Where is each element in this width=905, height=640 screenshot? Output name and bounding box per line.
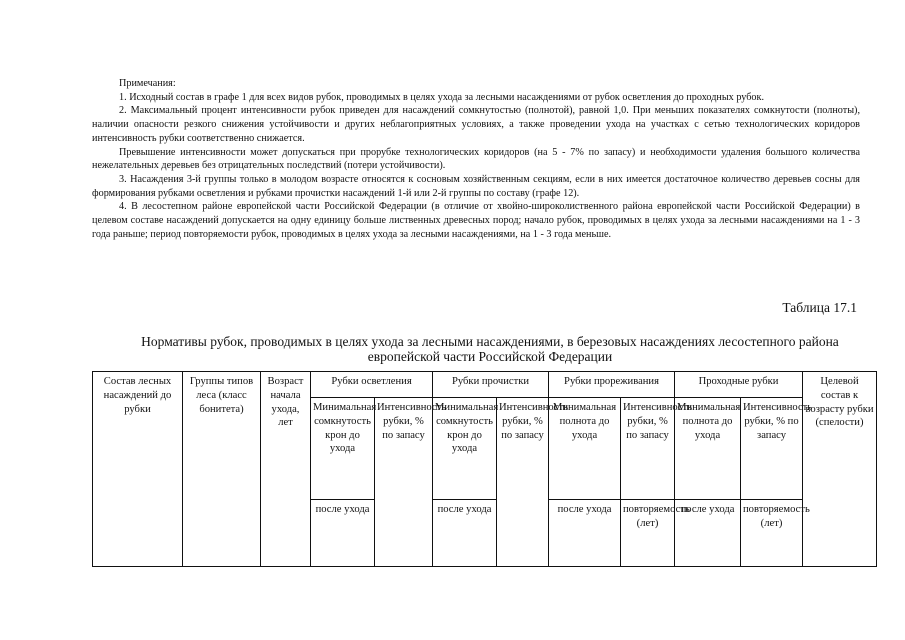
table-number: Таблица 17.1 (782, 300, 857, 315)
norms-table (92, 371, 877, 567)
passing-repeat-cell: повторяемость (лет) (741, 500, 803, 567)
note-paragraph-4: 4. В лесостепном районе европейской части Российской Федерации (в отличие от хвойно-широколиственного района европейской части Российской Федерации) в целевом составе насаждений допускается на одну единицу больше лиственных древесных пород; начало рубок, проводимых в целях ухода за лесными насаждениями на 1 - 3 года раньше; период повторяемости рубок, проводимых в целях ухода за лесными насаждениями, на 1 - 3 года меньше. (92, 201, 860, 240)
passing-after-cell: после ухода (675, 500, 741, 567)
note-paragraph-1: 1. Исходный состав в графе 1 для всех видов рубок, проводимых в целях ухода за лесными насаждениями от рубок осветления до проходных рубок. (119, 91, 765, 103)
cleaning-min-crown-cell: Минимальная сомкнутость крон до ухода (311, 398, 375, 500)
header-start-age: Возраст начала ухода, лет (261, 372, 311, 567)
notes-block (92, 77, 860, 241)
thinning2-min-density-cell: Минимальная полнота до ухода (549, 398, 621, 500)
passing-intensity-cell: Интенсивность рубки, % по запасу (741, 398, 803, 500)
thinning-intensity-cell: Интенсивность рубки, % по запасу (497, 398, 549, 567)
note-paragraph-2b: Превышение интенсивности может допускаться при прорубке технологических коридоров (на 5 - 7% по запасу) и необходимости удаления большого количества нежелательных деревьев без отрицательных последствий (потери устойчивости). (92, 146, 860, 172)
thinning-after-cell: после ухода (433, 500, 497, 567)
thinning-min-crown-cell: Минимальная сомкнутость крон до ухода (433, 398, 497, 500)
cleaning-after-cell: после ухода (311, 500, 375, 567)
note-paragraph-2: 2. Максимальный процент интенсивности рубок приведен для насаждений сомкнутостью (полнотой), равной 1,0. При меньших показателях сомкнутости (полноты), наличии опасности резкого снижения устойчивости и других неблагоприятных условиях, а также проведении ухода на участках с сетью технологических коридоров интенсивность рубки соответственно снижается. (92, 105, 860, 144)
header-thinning2-group: Рубки прореживания (549, 372, 675, 398)
header-composition: Состав лесных насаждений до рубки (93, 372, 183, 567)
table-header-row-1 (93, 372, 877, 398)
thinning2-after-cell: после ухода (549, 500, 621, 567)
header-passing-group: Проходные рубки (675, 372, 803, 398)
header-cleaning-group: Рубки осветления (311, 372, 433, 398)
passing-min-density-cell: Минимальная полнота до ухода (675, 398, 741, 500)
header-forest-groups: Группы типов леса (класс бонитета) (183, 372, 261, 567)
table-title: Нормативы рубок, проводимых в целях ухода за лесными насаждениями, в березовых насаждениях лесостепного района европейской части Российской Федерации (141, 334, 839, 364)
note-paragraph-3: 3. Насаждения 3-й группы только в молодом возрасте относятся к сосновым хозяйственным секциям, если в них имеется достаточное количество деревьев сосны для формирования рубками осветления и рубками прочистки насаждений 1-й или 2-й группы по составу (графе 12). (92, 173, 860, 199)
thinning2-repeat-cell: повторяемость (лет) (621, 500, 675, 567)
thinning2-intensity-cell: Интенсивность рубки, % по запасу (621, 398, 675, 500)
notes-heading: Примечания: (119, 78, 176, 89)
cleaning-intensity-cell: Интенсивность рубки, % по запасу (375, 398, 433, 567)
header-thinning-group: Рубки прочистки (433, 372, 549, 398)
header-target-composition: Целевой состав к возрасту рубки (спелости) (803, 372, 877, 567)
